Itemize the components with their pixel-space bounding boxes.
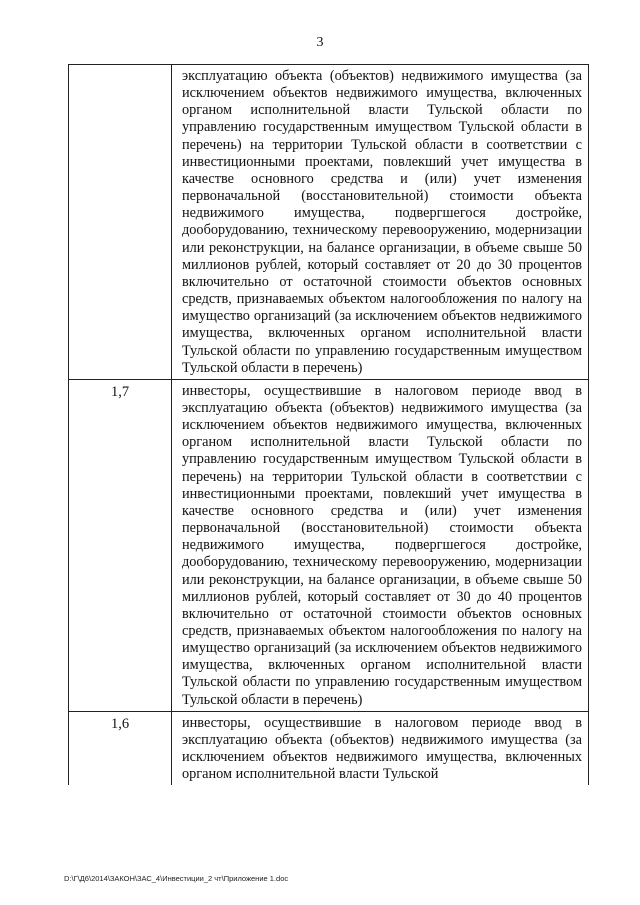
description-cell bbox=[172, 379, 589, 711]
table-row bbox=[69, 65, 589, 380]
rate-value: 1,6 bbox=[110, 715, 130, 732]
page-number: 3 bbox=[316, 35, 324, 50]
rate-cell bbox=[69, 711, 172, 785]
description-text: эксплуатацию объекта (объектов) недвижимого имущества (за исключением объектов недвижимого имущества, включенных органом исполнительной власти Тульской области по управлению государственным имуществом Тульской области в перечень) на территории Тульской области в соответствии с инвестиционными проектами, повлекший учет имущества в качестве основного средства и (или) учет изменения первоначальной (восстановительной) стоимости объекта недвижимого имущества, подвергшегося достройке, дооборудованию, техническому перевооружению, модернизации или реконструкции, на балансе организации, в объеме свыше 50 миллионов рублей, который составляет от 20 до 30 процентов включительно от остаточной стоимости объектов основных средств, признаваемых объектом налогообложения по налогу на имущество организаций (за исключением объектов недвижимого имущества, включенных органом исполнительной власти Тульской области по управлению государственным имуществом Тульской области в перечень) bbox=[182, 68, 582, 376]
table-row bbox=[69, 379, 589, 711]
rate-cell bbox=[69, 379, 172, 711]
table-row bbox=[69, 711, 589, 785]
description-text: инвесторы, осуществившие в налоговом периоде ввод в эксплуатацию объекта (объектов) недвижимого имущества (за исключением объектов недвижимого имущества, включенных органом исполнительной власти Тульской bbox=[182, 714, 582, 783]
description-text: инвесторы, осуществившие в налоговом периоде ввод в эксплуатацию объекта (объектов) недвижимого имущества (за исключением объектов недвижимого имущества, включенных органом исполнительной власти Тульской области по управлению государственным имуществом Тульской области в перечень) на территории Тульской области в соответствии с инвестиционными проектами, повлекший учет имущества в качестве основного средства и (или) учет изменения первоначальной (восстановительной) стоимости объекта недвижимого имущества, подвергшегося достройке, дооборудованию, техническому перевооружению, модернизации или реконструкции, на балансе организации, в объеме свыше 50 миллионов рублей, который составляет от 30 до 40 процентов включительно от остаточной стоимости объектов основных средств, признаваемых объектом налогообложения по налогу на имущество организаций (за исключением объектов недвижимого имущества, включенных органом исполнительной власти Тульской области по управлению государственным имуществом Тульской области в перечень) bbox=[182, 382, 582, 708]
rate-value bbox=[69, 65, 171, 69]
rate-value: 1,7 bbox=[110, 383, 130, 400]
file-path-footer: D:\Г\Д6\2014\ЗАКОН\ЗАС_4\Инвестиции_2 чт\Приложение 1.doc bbox=[64, 874, 289, 883]
description-cell bbox=[172, 65, 589, 380]
rate-cell bbox=[69, 65, 172, 380]
rates-table bbox=[68, 64, 589, 785]
description-cell bbox=[172, 711, 589, 785]
